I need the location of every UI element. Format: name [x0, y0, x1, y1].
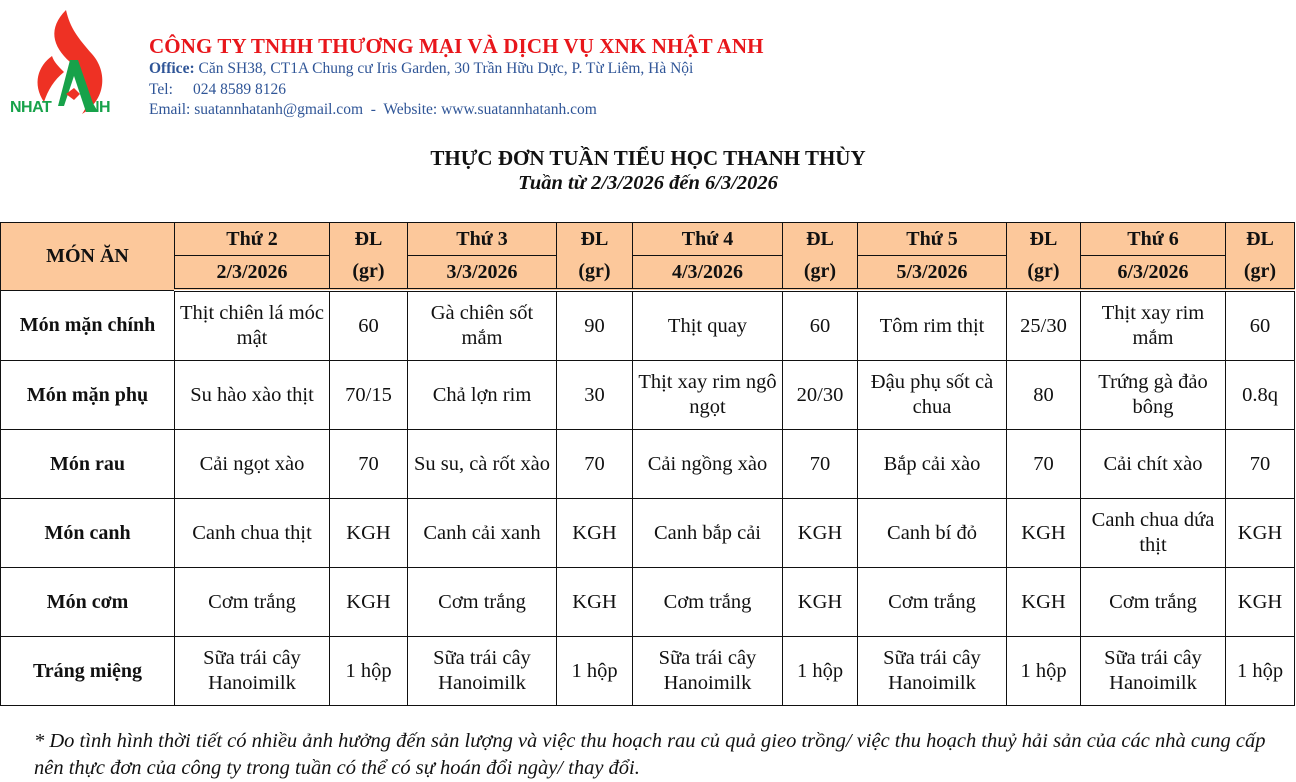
- weight-cell: 1 hộp: [1226, 637, 1295, 706]
- date-header: 5/3/2026: [858, 256, 1007, 291]
- dish-cell: Cơm trắng: [1081, 568, 1226, 637]
- dish-cell: Canh bí đỏ: [858, 499, 1007, 568]
- row-label: Món mặn phụ: [1, 361, 175, 430]
- weight-unit-header: (gr): [783, 256, 858, 291]
- weight-unit-header: (gr): [330, 256, 408, 291]
- dish-cell: Sữa trái cây Hanoimilk: [633, 637, 783, 706]
- table-row-rice: [1, 568, 1295, 637]
- weight-cell: 70: [330, 430, 408, 499]
- row-label: Món canh: [1, 499, 175, 568]
- table-row-side-dish: [1, 361, 1295, 430]
- day-header: Thứ 2: [175, 223, 330, 256]
- row-label: Tráng miệng: [1, 637, 175, 706]
- row-label: Món cơm: [1, 568, 175, 637]
- page-subtitle: Tuần từ 2/3/2026 đến 6/3/2026: [518, 172, 778, 194]
- dish-cell: Đậu phụ sốt cà chua: [858, 361, 1007, 430]
- weight-cell: 1 hộp: [783, 637, 858, 706]
- weight-header: ĐL: [330, 223, 408, 256]
- office-label: Office:: [149, 60, 195, 77]
- weight-cell: 1 hộp: [1007, 637, 1081, 706]
- dish-cell: Cơm trắng: [858, 568, 1007, 637]
- weight-cell: KGH: [557, 568, 633, 637]
- corner-header: MÓN ĂN: [1, 223, 175, 291]
- dish-cell: Cơm trắng: [408, 568, 557, 637]
- weight-cell: KGH: [1226, 499, 1295, 568]
- weight-cell: 60: [1226, 290, 1295, 361]
- weight-unit-header: (gr): [1226, 256, 1295, 291]
- weight-cell: 70: [1007, 430, 1081, 499]
- weight-cell: KGH: [330, 499, 408, 568]
- dish-cell: Bắp cải xào: [858, 430, 1007, 499]
- weight-cell: 60: [783, 290, 858, 361]
- company-name: CÔNG TY TNHH THƯƠNG MẠI VÀ DỊCH VỤ XNK NHẬT ANH: [149, 34, 764, 58]
- dish-cell: Cải ngồng xào: [633, 430, 783, 499]
- header-row-days: [1, 223, 1295, 256]
- dish-cell: Tôm rim thịt: [858, 290, 1007, 361]
- dish-cell: Cơm trắng: [175, 568, 330, 637]
- weight-header: ĐL: [1007, 223, 1081, 256]
- tel-label: Tel:: [149, 80, 173, 98]
- weight-cell: 60: [330, 290, 408, 361]
- dish-cell: Cơm trắng: [633, 568, 783, 637]
- dish-cell: Cải chít xào: [1081, 430, 1226, 499]
- weight-cell: 0.8q: [1226, 361, 1295, 430]
- day-header: Thứ 4: [633, 223, 783, 256]
- day-header: Thứ 5: [858, 223, 1007, 256]
- company-logo: [8, 6, 118, 122]
- dish-cell: Canh bắp cải: [633, 499, 783, 568]
- weight-cell: 70: [1226, 430, 1295, 499]
- company-header: [149, 33, 764, 121]
- date-header: 6/3/2026: [1081, 256, 1226, 291]
- dish-cell: Thịt xay rim ngô ngọt: [633, 361, 783, 430]
- dish-cell: Cải ngọt xào: [175, 430, 330, 499]
- weight-cell: 70: [783, 430, 858, 499]
- dish-cell: Trứng gà đảo bông: [1081, 361, 1226, 430]
- day-header: Thứ 6: [1081, 223, 1226, 256]
- weight-cell: KGH: [1007, 568, 1081, 637]
- date-header: 4/3/2026: [633, 256, 783, 291]
- weight-cell: KGH: [1226, 568, 1295, 637]
- weight-cell: KGH: [330, 568, 408, 637]
- weight-cell: KGH: [783, 568, 858, 637]
- flame-logo-icon: [8, 6, 118, 122]
- weight-cell: KGH: [1007, 499, 1081, 568]
- weight-cell: 70/15: [330, 361, 408, 430]
- weight-cell: 90: [557, 290, 633, 361]
- telephone: [149, 80, 764, 101]
- day-header: Thứ 3: [408, 223, 557, 256]
- weight-unit-header: (gr): [1007, 256, 1081, 291]
- weight-cell: 1 hộp: [557, 637, 633, 706]
- dish-cell: Thịt quay: [633, 290, 783, 361]
- weight-cell: KGH: [557, 499, 633, 568]
- weight-cell: 70: [557, 430, 633, 499]
- dish-cell: Gà chiên sốt mắm: [408, 290, 557, 361]
- weekly-menu-table: [0, 222, 1295, 706]
- table-row-main-dish: [1, 290, 1295, 361]
- weight-unit-header: (gr): [557, 256, 633, 291]
- table-row-dessert: [1, 637, 1295, 706]
- weight-header: ĐL: [783, 223, 858, 256]
- table-row-soup: [1, 499, 1295, 568]
- header-row-dates: [1, 256, 1295, 291]
- contact-info: Email: suatannhatanh@gmail.com - Website: www.suatannhatanh.com: [149, 101, 597, 118]
- dish-cell: Thịt chiên lá móc mật: [175, 290, 330, 361]
- page-title: THỰC ĐƠN TUẦN TIỂU HỌC THANH THÙY: [430, 146, 866, 170]
- office-address: [149, 59, 764, 80]
- dish-cell: Canh chua thịt: [175, 499, 330, 568]
- weight-cell: 25/30: [1007, 290, 1081, 361]
- svg-text:NHAT: NHAT: [10, 99, 52, 116]
- weight-cell: 20/30: [783, 361, 858, 430]
- dish-cell: Su su, cà rốt xào: [408, 430, 557, 499]
- dish-cell: Sữa trái cây Hanoimilk: [858, 637, 1007, 706]
- weight-cell: 1 hộp: [330, 637, 408, 706]
- dish-cell: Chả lợn rim: [408, 361, 557, 430]
- dish-cell: Canh cải xanh: [408, 499, 557, 568]
- dish-cell: Canh chua dứa thịt: [1081, 499, 1226, 568]
- weight-header: ĐL: [1226, 223, 1295, 256]
- svg-text:NH: NH: [88, 99, 111, 116]
- table-row-vegetable: [1, 430, 1295, 499]
- weight-cell: KGH: [783, 499, 858, 568]
- dish-cell: Sữa trái cây Hanoimilk: [408, 637, 557, 706]
- date-header: 2/3/2026: [175, 256, 330, 291]
- row-label: Món mặn chính: [1, 290, 175, 361]
- footer-note: * Do tình hình thời tiết có nhiều ảnh hưởng đến sản lượng và việc thu hoạch rau củ quả gieo trồng/ việc thu hoạch thuỷ hải sản của các nhà cung cấp nên thực đơn của công ty trong tuần có thể có sự hoán đổi ngày/ thay đổi.: [34, 730, 1266, 779]
- dish-cell: Su hào xào thịt: [175, 361, 330, 430]
- row-label: Món rau: [1, 430, 175, 499]
- tel-number: 024 8589 8126: [193, 80, 286, 98]
- dish-cell: Thịt xay rim mắm: [1081, 290, 1226, 361]
- weight-header: ĐL: [557, 223, 633, 256]
- office-address-text: Căn SH38, CT1A Chung cư Iris Garden, 30 Trần Hữu Dực, P. Từ Liêm, Hà Nội: [194, 60, 694, 77]
- weight-cell: 80: [1007, 361, 1081, 430]
- dish-cell: Sữa trái cây Hanoimilk: [175, 637, 330, 706]
- weight-cell: 30: [557, 361, 633, 430]
- dish-cell: Sữa trái cây Hanoimilk: [1081, 637, 1226, 706]
- date-header: 3/3/2026: [408, 256, 557, 291]
